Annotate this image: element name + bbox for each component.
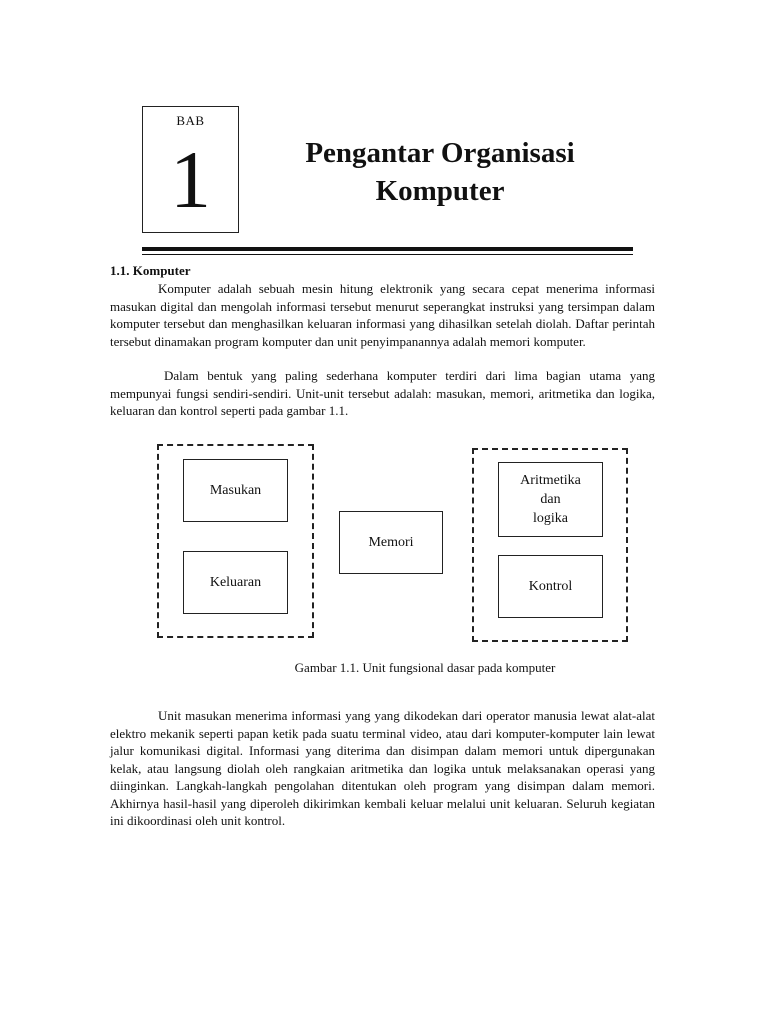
paragraph-five-units: Dalam bentuk yang paling sederhana komputer terdiri dari lima bagian utama yang mempunyai fungsi sendiri-sendiri. Unit-unit tersebut adalah: masukan, memori, aritmetika dan logika, keluaran dan kontrol seperti pada gambar 1.1. (110, 368, 655, 418)
unit-memori: Memori (339, 511, 443, 574)
chapter-title-line1: Pengantar Organisasi (305, 137, 575, 169)
unit-aritmetika-line3: logika (533, 511, 568, 526)
chapter-number-box (142, 106, 239, 233)
unit-aritmetika-logika (498, 462, 603, 537)
chapter-label: BAB (176, 113, 205, 128)
unit-keluaran: Keluaran (183, 551, 288, 614)
unit-aritmetika-line1: Aritmetika (520, 473, 581, 488)
unit-aritmetika-line2: dan (540, 492, 561, 507)
chapter-title-line2: Komputer (375, 175, 505, 207)
paragraph-definition: Komputer adalah sebuah mesin hitung elektronik yang secara cepat menerima informasi masukan digital dan mengolah informasi tersebut menurut seperangkat instruksi yang tersimpan dalam komputer tersebut dan menghasilkan keluaran informasi yang dihasilkan setelah diolah. Daftar perintah tersebut dinamakan program komputer dan unit penyimpanannya adalah memori komputer. (110, 281, 655, 349)
figure-caption: Gambar 1.1. Unit fungsional dasar pada komputer (294, 660, 556, 675)
chapter-title (260, 134, 620, 210)
unit-kontrol: Kontrol (498, 555, 603, 618)
paragraph-input-unit: Unit masukan menerima informasi yang yang dikodekan dari operator manusia lewat alat-alat elektro mekanik seperti papan ketik pada suatu terminal video, atau dari komputer-komputer lain lewat jalur komunikasi digital. Informasi yang diterima dan disimpan dalam memori untuk dipergunakan kelak, atau langsung diolah oleh rangkaian aritmetika dan logika untuk melaksanakan operasi yang diinginkan. Langkah-langkah pengolahan ditentukan oleh program yang disimpan dalam memori. Akhirnya hasil-hasil yang diperoleh dikirimkan kembali keluar melalui unit keluaran. Seluruh kegiatan ini dikoordinasi oleh unit kontrol. (110, 708, 655, 828)
chapter-number: 1 (170, 134, 211, 225)
title-rule-thick (142, 247, 633, 251)
title-rule-thin (142, 254, 633, 255)
section-heading: 1.1. Komputer (110, 263, 191, 278)
unit-masukan: Masukan (183, 459, 288, 522)
